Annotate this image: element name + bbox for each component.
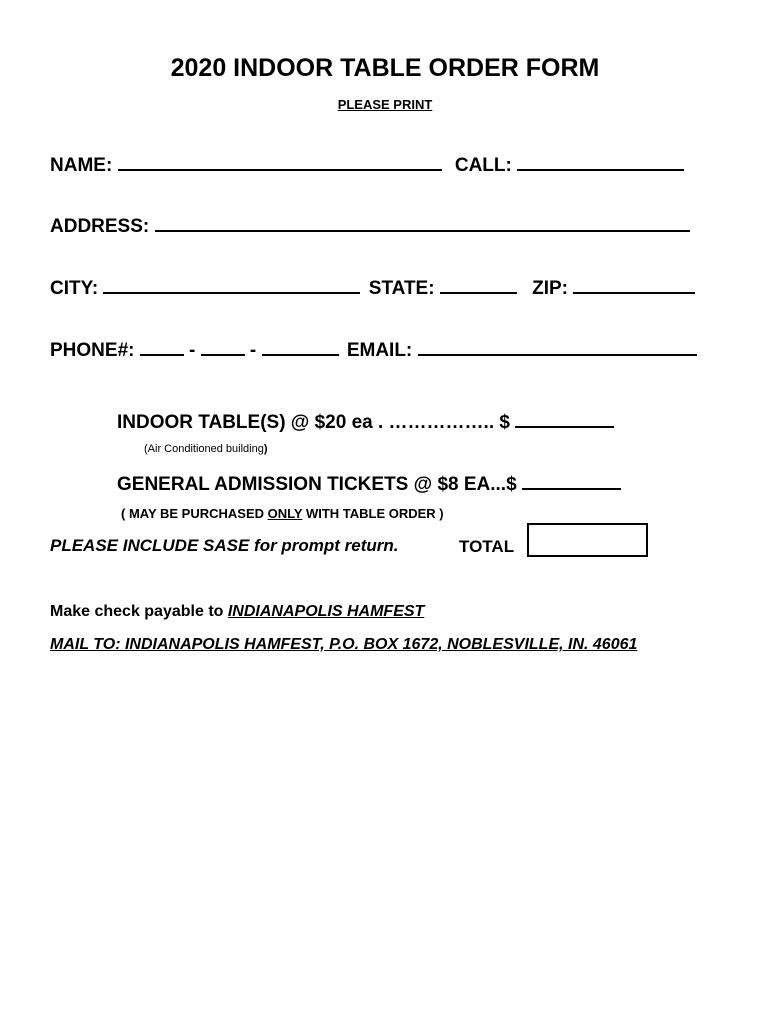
name-label: NAME: xyxy=(50,155,113,176)
state-label: STATE: xyxy=(368,278,435,299)
form-title: 2020 INDOOR TABLE ORDER FORM xyxy=(170,54,600,82)
tickets-note-only: ONLY xyxy=(267,506,303,521)
phone-dash: - xyxy=(189,340,196,361)
phone-line-field[interactable] xyxy=(262,336,339,356)
call-label: CALL: xyxy=(454,155,512,176)
city-row xyxy=(50,274,695,300)
phone-row xyxy=(50,336,697,362)
check-pre: Make check payable to xyxy=(50,603,228,620)
table-item-label: INDOOR TABLE(S) @ $20 ea . …………….. $ xyxy=(117,412,510,433)
zip-label: ZIP: xyxy=(532,278,569,299)
phone-prefix-field[interactable] xyxy=(201,336,245,356)
tickets-item-row xyxy=(117,470,621,496)
form-subtitle: PLEASE PRINT xyxy=(337,97,433,112)
tickets-note xyxy=(121,506,444,521)
name-row xyxy=(50,151,684,177)
table-note-text: (Air Conditioned building xyxy=(144,443,264,455)
city-label: CITY: xyxy=(50,278,99,299)
tickets-note-pre: ( MAY BE PURCHASED xyxy=(121,506,268,521)
address-label: ADDRESS: xyxy=(50,216,150,237)
state-field[interactable] xyxy=(440,274,517,294)
phone-dash: - xyxy=(249,340,257,361)
address-row xyxy=(50,212,690,238)
mail-to-line: MAIL TO: INDIANAPOLIS HAMFEST, P.O. BOX 1672, NOBLESVILLE, IN. 46061 xyxy=(50,636,638,653)
tickets-item-label: GENERAL ADMISSION TICKETS @ $8 EA...$ xyxy=(117,474,517,495)
total-box[interactable] xyxy=(527,523,648,557)
email-label: EMAIL: xyxy=(346,340,413,361)
total-label: TOTAL xyxy=(459,537,515,556)
tickets-amount-field[interactable] xyxy=(522,470,621,490)
sase-note: PLEASE INCLUDE SASE for prompt return. xyxy=(50,536,399,555)
email-field[interactable] xyxy=(418,336,697,356)
check-payee: INDIANAPOLIS HAMFEST xyxy=(227,603,425,620)
check-line xyxy=(50,603,424,621)
call-field[interactable] xyxy=(517,151,684,171)
phone-area-field[interactable] xyxy=(140,336,184,356)
table-amount-field[interactable] xyxy=(515,408,614,428)
address-field[interactable] xyxy=(155,212,690,232)
table-item-row xyxy=(117,408,614,434)
table-note xyxy=(144,443,268,455)
phone-label: PHONE#: xyxy=(50,340,135,361)
tickets-note-post: WITH TABLE ORDER ) xyxy=(302,506,444,521)
zip-field[interactable] xyxy=(573,274,695,294)
name-field[interactable] xyxy=(118,151,442,171)
city-field[interactable] xyxy=(103,274,360,294)
table-note-close: ) xyxy=(263,443,268,455)
